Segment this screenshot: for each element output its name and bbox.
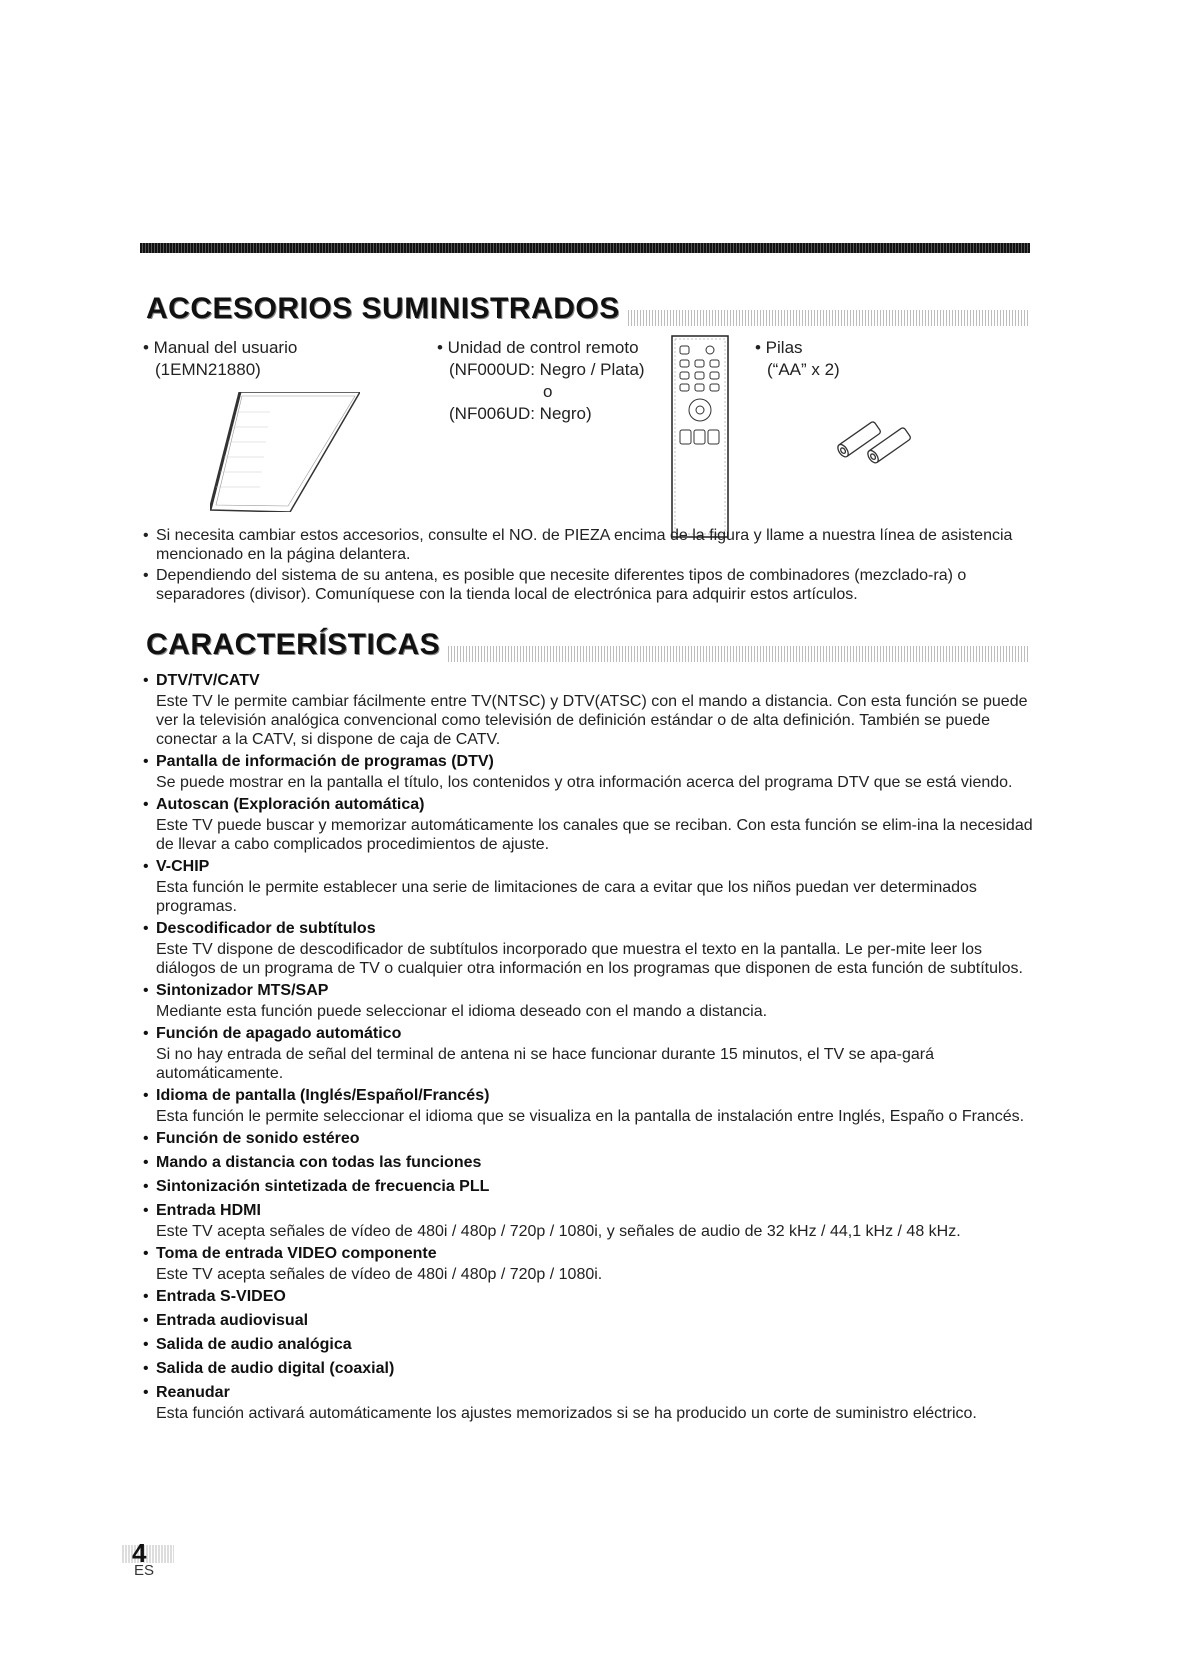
batteries-detail: (“AA” x 2) bbox=[767, 360, 840, 379]
feature-title: • Función de apagado automático bbox=[143, 1023, 1033, 1045]
feature-description: Esta función le permite seleccionar el idioma que se visualiza en la pantalla de instalación entre Inglés, Españo o Francés. bbox=[156, 1108, 1025, 1125]
feature-description: Si no hay entrada de señal del terminal de antena ni se hace funcionar durante 15 minutos, el TV se apa-gará automáticamente. bbox=[156, 1046, 934, 1082]
manual-illustration bbox=[210, 392, 360, 512]
feature-item bbox=[143, 1334, 1033, 1356]
batteries-label: • Pilas bbox=[755, 338, 803, 357]
feature-title: • Entrada HDMI bbox=[143, 1200, 1033, 1222]
feature-title: • V-CHIP bbox=[143, 856, 1033, 878]
accessory-remote bbox=[437, 337, 645, 425]
feature-description: Este TV acepta señales de vídeo de 480i / 480p / 720p / 1080i, y señales de audio de 32 kHz / 44,1 kHz / 48 kHz. bbox=[156, 1223, 961, 1240]
feature-item bbox=[143, 856, 1033, 916]
note-item: • Dependiendo del sistema de su antena, es posible que necesite diferentes tipos de combinadores (mezclado-ra) o separadores (divisor). Comuníquese con la tienda local de electrónica para adquirir estos artículos. bbox=[143, 566, 1033, 604]
top-rule bbox=[140, 243, 1030, 253]
feature-title: • Autoscan (Exploración automática) bbox=[143, 794, 1033, 816]
manual-part: (1EMN21880) bbox=[155, 360, 261, 379]
remote-or: o bbox=[543, 382, 553, 401]
accessory-batteries bbox=[755, 337, 840, 381]
remote-control-illustration bbox=[670, 334, 730, 539]
feature-title: • Sintonización sintetizada de frecuencia PLL bbox=[143, 1176, 1033, 1198]
remote-part-2: (NF006UD: Negro) bbox=[449, 404, 592, 423]
accessory-manual bbox=[143, 337, 297, 381]
feature-description: Se puede mostrar en la pantalla el título, los contenidos y otra información acerca del programa DTV que se está viendo. bbox=[156, 774, 1013, 791]
page-number: 4 bbox=[132, 1538, 147, 1568]
feature-item bbox=[143, 1358, 1033, 1380]
feature-description: Este TV dispone de descodificador de subtítulos incorporado que muestra el texto en la pantalla. Le per-mite leer los diálogos de un programa de TV o cualquier otra información en los programas que disponen de esta función de subtítulos. bbox=[156, 941, 1023, 977]
feature-title: • Sintonizador MTS/SAP bbox=[143, 980, 1033, 1002]
language-code: ES bbox=[134, 1562, 155, 1579]
feature-title: • Descodificador de subtítulos bbox=[143, 918, 1033, 940]
features-heading: CARACTERÍSTICAS bbox=[146, 628, 1030, 662]
feature-description: Mediante esta función puede seleccionar el idioma deseado con el mando a distancia. bbox=[156, 1003, 768, 1020]
batteries-illustration bbox=[830, 410, 930, 470]
feature-item bbox=[143, 980, 1033, 1021]
feature-title: • Pantalla de información de programas (DTV) bbox=[143, 751, 1033, 773]
feature-item bbox=[143, 1286, 1033, 1308]
feature-description: Esta función le permite establecer una serie de limitaciones de cara a evitar que los niños puedan ver determinados programas. bbox=[156, 879, 977, 915]
feature-item bbox=[143, 1310, 1033, 1332]
feature-title: • Toma de entrada VIDEO componente bbox=[143, 1243, 1033, 1265]
feature-item bbox=[143, 1152, 1033, 1174]
page-number-shade bbox=[122, 1545, 174, 1563]
feature-item bbox=[143, 1085, 1033, 1126]
feature-description: Este TV acepta señales de vídeo de 480i / 480p / 720p / 1080i. bbox=[156, 1266, 603, 1283]
feature-item bbox=[143, 670, 1033, 749]
feature-title: • Salida de audio digital (coaxial) bbox=[143, 1358, 1033, 1380]
note-item: • Si necesita cambiar estos accesorios, consulte el NO. de PIEZA encima de la figura y llame a nuestra línea de asistencia mencionado en la página delantera. bbox=[143, 526, 1033, 564]
accessories-heading: ACCESORIOS SUMINISTRADOS bbox=[146, 292, 1030, 326]
feature-description: Este TV puede buscar y memorizar automáticamente los canales que se reciban. Con esta función se elim-ina la necesidad de llevar a cabo complicados procedimientos de ajuste. bbox=[156, 817, 1033, 853]
feature-title: • Idioma de pantalla (Inglés/Español/Francés) bbox=[143, 1085, 1033, 1107]
feature-item bbox=[143, 1176, 1033, 1198]
feature-item bbox=[143, 794, 1033, 854]
manual-label: • Manual del usuario bbox=[143, 338, 298, 357]
remote-label: • Unidad de control remoto bbox=[437, 338, 639, 357]
accessory-notes bbox=[143, 526, 1033, 606]
feature-item bbox=[143, 751, 1033, 792]
feature-title: • Mando a distancia con todas las funciones bbox=[143, 1152, 1033, 1174]
feature-item bbox=[143, 1243, 1033, 1284]
feature-item bbox=[143, 1128, 1033, 1150]
feature-title: • Entrada audiovisual bbox=[143, 1310, 1033, 1332]
feature-title: • Reanudar bbox=[143, 1382, 1033, 1404]
feature-description: Este TV le permite cambiar fácilmente entre TV(NTSC) y DTV(ATSC) con el mando a distancia. Con esta función se puede ver la televisión analógica convencional como televisión de definición estándar o de alta definición. También se puede conectar a la CATV, si dispone de caja de CATV. bbox=[156, 693, 1028, 748]
feature-item bbox=[143, 1023, 1033, 1083]
feature-title: • Función de sonido estéreo bbox=[143, 1128, 1033, 1150]
feature-item bbox=[143, 918, 1033, 978]
feature-title: • DTV/TV/CATV bbox=[143, 670, 1033, 692]
feature-description: Esta función activará automáticamente los ajustes memorizados si se ha producido un corte de suministro eléctrico. bbox=[156, 1405, 977, 1422]
feature-title: • Entrada S-VIDEO bbox=[143, 1286, 1033, 1308]
remote-part-1: (NF000UD: Negro / Plata) bbox=[449, 360, 645, 379]
features-list bbox=[143, 670, 1033, 1425]
feature-title: • Salida de audio analógica bbox=[143, 1334, 1033, 1356]
feature-item bbox=[143, 1200, 1033, 1241]
feature-item bbox=[143, 1382, 1033, 1423]
